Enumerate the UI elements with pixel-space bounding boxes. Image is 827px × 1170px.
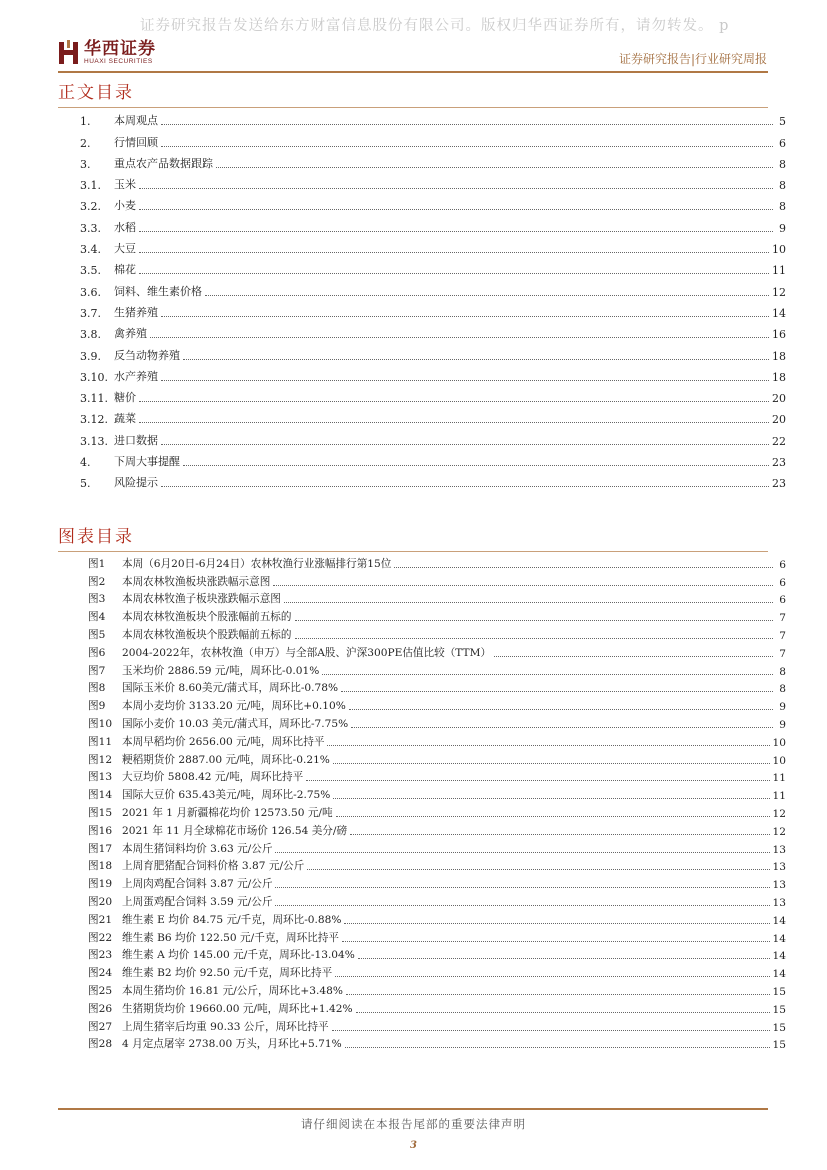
toc-entry[interactable]: [80, 405, 786, 426]
figure-entry-title: 大豆均价 5808.42 元/吨，周环比持平: [122, 771, 304, 784]
figure-entry-number: 图8: [88, 682, 106, 695]
figure-entry-title: 本周生猪饲料均价 3.63 元/公斤: [122, 842, 273, 855]
dot-leader: [273, 584, 773, 586]
toc-entry[interactable]: [80, 341, 786, 362]
figure-entry[interactable]: [88, 731, 786, 749]
dot-leader: [344, 922, 769, 924]
toc-entry-title: 水稻: [114, 220, 136, 234]
figure-entry[interactable]: [88, 606, 786, 624]
figure-entry-title: 本周小麦均价 3133.20 元/吨，周环比+0.10%: [122, 700, 346, 713]
figure-entry-title: 本周（6月20日-6月24日）农林牧渔行业涨幅排行第15位: [122, 557, 392, 570]
figure-entry[interactable]: [88, 909, 786, 927]
dot-leader: [139, 272, 769, 274]
figure-list: [88, 553, 786, 1051]
dot-leader: [150, 336, 769, 338]
figure-entry-title: 本周农林牧渔板块个股涨幅前五标的: [122, 611, 292, 624]
figure-entry-title: 国际小麦价 10.03 美元/蒲式耳，周环比-7.75%: [122, 717, 349, 730]
toc-entry[interactable]: [80, 235, 786, 256]
figure-entry[interactable]: [88, 1034, 786, 1052]
toc-entry[interactable]: [80, 426, 786, 447]
toc-entry-page: 23: [772, 456, 786, 470]
toc-entry[interactable]: [80, 150, 786, 171]
figure-entry[interactable]: [88, 642, 786, 660]
toc-entry-page: 18: [772, 370, 786, 384]
figure-entry-number: 图13: [88, 771, 113, 784]
dot-leader: [139, 400, 769, 402]
toc-entry-page: 10: [772, 243, 786, 257]
figure-entry-number: 图3: [88, 593, 106, 606]
dot-leader: [494, 655, 773, 657]
dot-leader: [336, 815, 770, 817]
dot-leader: [332, 1029, 770, 1031]
figure-entry-page: 8: [779, 683, 786, 696]
figure-entry-page: 9: [779, 718, 786, 731]
toc-heading: [58, 78, 134, 103]
figure-entry-title: 维生素 B6 均价 122.50 元/千克，周环比持平: [122, 931, 339, 944]
toc-entry-title: 糖价: [114, 391, 136, 405]
toc-entry[interactable]: [80, 171, 786, 192]
figure-entry-page: 14: [772, 932, 786, 945]
dot-leader: [139, 251, 769, 253]
figure-entry-page: 8: [779, 665, 786, 678]
figure-entry-number: 图7: [88, 664, 106, 677]
toc-entry-number: 3.4.: [80, 243, 101, 257]
figure-entry-page: 9: [779, 701, 786, 714]
figure-entry-page: 7: [779, 629, 786, 642]
figure-entry-title: 维生素 A 均价 145.00 元/千克，周环比-13.04%: [122, 949, 355, 962]
toc-entry[interactable]: [80, 448, 786, 469]
legal-notice: 请仔细阅读在本报告尾部的重要法律声明: [301, 1117, 526, 1131]
figure-entry-page: 11: [772, 772, 786, 785]
toc-entry-page: 5: [779, 115, 786, 129]
toc-entry-title: 本周观点: [114, 114, 158, 128]
figure-entry-title: 国际玉米价 8.60美元/蒲式耳，周环比-0.78%: [122, 682, 339, 695]
figure-entry[interactable]: [88, 873, 786, 891]
figure-entry-page: 14: [772, 914, 786, 927]
figure-entry[interactable]: [88, 660, 786, 678]
toc-entry-number: 2.: [80, 136, 91, 150]
figure-entry-number: 图9: [88, 700, 106, 713]
toc-entry-page: 16: [772, 328, 786, 342]
toc-entry-title: 饲料、维生素价格: [114, 284, 202, 298]
figure-entry[interactable]: [88, 784, 786, 802]
figure-entry-number: 图2: [88, 575, 106, 588]
figure-entry-number: 图25: [88, 984, 113, 997]
dot-leader: [345, 1046, 770, 1048]
dot-leader: [183, 464, 769, 466]
dot-leader: [183, 358, 769, 360]
figure-entry-page: 13: [772, 879, 786, 892]
toc-entry[interactable]: [80, 363, 786, 384]
logo-name-cn: 华西证券: [84, 39, 156, 59]
dot-leader: [358, 957, 770, 959]
toc-entry-number: 3.: [80, 157, 91, 171]
toc-entry-page: 8: [779, 157, 786, 171]
figure-entry[interactable]: [88, 713, 786, 731]
figure-entry-number: 图28: [88, 1038, 113, 1051]
dot-leader: [161, 443, 769, 445]
page-number: 3: [410, 1140, 417, 1151]
toc-entry-page: 12: [772, 285, 786, 299]
figures-heading-underline: [58, 551, 768, 552]
dot-leader: [139, 421, 769, 423]
figure-entry-title: 上周肉鸡配合饲料 3.87 元/公斤: [122, 878, 273, 891]
figure-entry-page: 10: [772, 754, 786, 767]
toc-entry-number: 3.6.: [80, 285, 101, 299]
figure-entry-title: 本周农林牧渔板块涨跌幅示意图: [122, 575, 271, 588]
toc-entry[interactable]: [80, 277, 786, 298]
dot-leader: [161, 123, 773, 125]
figure-entry-page: 14: [772, 950, 786, 963]
figure-entry-title: 国际大豆价 635.43美元/吨，周环比-2.75%: [122, 789, 331, 802]
toc-entry-title: 生猪养殖: [114, 305, 158, 319]
figure-entry-number: 图26: [88, 1002, 113, 1015]
dot-leader: [139, 208, 773, 210]
figure-entry-number: 图19: [88, 878, 113, 891]
toc-entry[interactable]: [80, 128, 786, 149]
figure-entry-title: 维生素 E 均价 84.75 元/千克，周环比-0.88%: [122, 913, 342, 926]
figure-entry-page: 11: [772, 790, 786, 803]
figure-entry-title: 维生素 B2 均价 92.50 元/千克，周环比持平: [122, 967, 333, 980]
dot-leader: [306, 779, 769, 781]
figure-entry-page: 12: [772, 807, 786, 820]
dot-leader: [351, 726, 773, 728]
figure-entry-title: 本周早稻均价 2656.00 元/吨，周环比持平: [122, 735, 325, 748]
figure-entry-title: 上周育肥猪配合饲料价格 3.87 元/公斤: [122, 860, 305, 873]
figure-entry-page: 13: [772, 896, 786, 909]
toc-entry-page: 11: [772, 264, 786, 278]
figure-entry-number: 图4: [88, 611, 106, 624]
huaxi-logo-icon: [58, 40, 80, 66]
toc-entry-title: 水产养殖: [114, 369, 158, 383]
figure-entry-page: 6: [779, 558, 786, 571]
toc-entry-page: 20: [772, 413, 786, 427]
dot-leader: [161, 485, 769, 487]
figure-entry-number: 图11: [88, 735, 113, 748]
figure-entry-title: 2004-2022年，农林牧渔（申万）与全部A股、沪深300PE估值比较（TTM）: [122, 646, 492, 659]
dot-leader: [295, 619, 774, 621]
figure-entry-number: 图16: [88, 824, 113, 837]
figure-entry[interactable]: [88, 820, 786, 838]
figure-entry-title: 4 月定点屠宰 2738.00 万头，月环比+5.71%: [122, 1038, 342, 1051]
toc-entry-title: 重点农产品数据跟踪: [114, 156, 213, 170]
figure-entry-title: 生猪期货均价 19660.00 元/吨，周环比+1.42%: [122, 1002, 353, 1015]
footer-divider: [58, 1108, 768, 1110]
toc-entry[interactable]: [80, 384, 786, 405]
figure-entry-page: 14: [772, 968, 786, 981]
toc-entry-title: 玉米: [114, 178, 136, 192]
toc-entry[interactable]: [80, 320, 786, 341]
figures-heading: [58, 522, 134, 547]
toc-entry[interactable]: [80, 469, 786, 490]
figure-entry-page: 13: [772, 843, 786, 856]
figure-entry[interactable]: [88, 553, 786, 571]
toc-entry[interactable]: [80, 107, 786, 128]
dot-leader: [349, 708, 773, 710]
figure-entry[interactable]: [88, 838, 786, 856]
toc-entry[interactable]: [80, 192, 786, 213]
figure-entry-number: 图14: [88, 789, 113, 802]
dot-leader: [275, 851, 769, 853]
dot-leader: [356, 1011, 770, 1013]
figure-entry-number: 图21: [88, 913, 113, 926]
figure-entry[interactable]: [88, 962, 786, 980]
dot-leader: [161, 315, 769, 317]
dot-leader: [275, 886, 769, 888]
toc-entry-number: 3.11.: [80, 392, 108, 406]
dot-leader: [216, 166, 773, 168]
dot-leader: [350, 833, 769, 835]
figure-entry-page: 6: [779, 576, 786, 589]
figure-entry-number: 图23: [88, 949, 113, 962]
toc-entry-number: 3.1.: [80, 179, 101, 193]
figure-entry[interactable]: [88, 980, 786, 998]
figure-entry-page: 15: [772, 1003, 786, 1016]
toc-entry-title: 蔬菜: [114, 412, 136, 426]
figure-entry[interactable]: [88, 927, 786, 945]
figure-entry[interactable]: [88, 571, 786, 589]
report-type-label: 证券研究报告|行业研究周报: [618, 52, 767, 66]
figure-entry-title: 粳稻期货价 2887.00 元/吨，周环比-0.21%: [122, 753, 330, 766]
toc-entry-number: 5.: [80, 477, 91, 491]
figure-entry[interactable]: [88, 624, 786, 642]
figure-entry-page: 7: [779, 647, 786, 660]
toc-entry-page: 23: [772, 477, 786, 491]
toc-entry-number: 3.12.: [80, 413, 108, 427]
figure-entry[interactable]: [88, 856, 786, 874]
dot-leader: [335, 975, 769, 977]
dot-leader: [295, 637, 774, 639]
dot-leader: [139, 187, 773, 189]
figures-heading-text: 图表目录: [58, 527, 134, 547]
figure-entry-page: 15: [772, 1039, 786, 1052]
figure-entry-page: 12: [772, 825, 786, 838]
figure-entry[interactable]: [88, 589, 786, 607]
figure-entry-number: 图1: [88, 557, 106, 570]
toc-entry-number: 3.8.: [80, 328, 101, 342]
dot-leader: [275, 904, 769, 906]
figure-entry-page: 10: [772, 736, 786, 749]
toc-entry-page: 22: [772, 434, 786, 448]
figure-entry-number: 图18: [88, 860, 113, 873]
figure-entry[interactable]: [88, 678, 786, 696]
dot-leader: [284, 601, 773, 603]
dot-leader: [346, 993, 770, 995]
toc-entry-page: 9: [779, 221, 786, 235]
toc-entry-number: 3.5.: [80, 264, 101, 278]
toc-entry-title: 大豆: [114, 242, 136, 256]
figure-entry-number: 图10: [88, 717, 113, 730]
figure-entry-title: 上周蛋鸡配合饲料 3.59 元/公斤: [122, 895, 273, 908]
dot-leader: [161, 379, 769, 381]
toc-entry-title: 反刍动物养殖: [114, 348, 180, 362]
figure-entry-page: 15: [772, 985, 786, 998]
header-divider: [58, 71, 768, 73]
toc-entry-title: 禽养殖: [114, 327, 147, 341]
figure-entry-title: 玉米均价 2886.59 元/吨，周环比-0.01%: [122, 664, 320, 677]
dot-leader: [342, 940, 770, 942]
toc-entry-page: 18: [772, 349, 786, 363]
toc-entry-title: 风险提示: [114, 476, 158, 490]
figure-entry[interactable]: [88, 945, 786, 963]
figure-entry-page: 6: [779, 594, 786, 607]
figure-entry-title: 上周生猪宰后均重 90.33 公斤，周环比持平: [122, 1020, 329, 1033]
toc-entry[interactable]: [80, 256, 786, 277]
logo-name-en: HUAXI SECURITIES: [84, 58, 153, 65]
toc-entry-number: 3.3.: [80, 221, 101, 235]
dot-leader: [327, 744, 769, 746]
figure-entry-title: 本周生猪均价 16.81 元/公斤，周环比+3.48%: [122, 984, 343, 997]
figure-entry-page: 13: [772, 861, 786, 874]
toc-entry-number: 3.2.: [80, 200, 101, 214]
toc-entry-page: 8: [779, 179, 786, 193]
toc-entry-number: 3.10.: [80, 370, 108, 384]
figure-entry[interactable]: [88, 998, 786, 1016]
figure-entry[interactable]: [88, 802, 786, 820]
dot-leader: [333, 762, 770, 764]
toc-entry-title: 进口数据: [114, 433, 158, 447]
figure-entry-number: 图6: [88, 646, 106, 659]
watermark: 证券研究报告发送给东方财富信息股份有限公司。版权归华西证券所有，请勿转发。 p: [140, 18, 730, 34]
toc-entry-number: 1.: [80, 115, 91, 129]
toc-heading-text: 正文目录: [58, 83, 134, 103]
toc-entry-page: 20: [772, 392, 786, 406]
toc-entry-number: 3.7.: [80, 306, 101, 320]
toc-entry[interactable]: [80, 299, 786, 320]
figure-entry[interactable]: [88, 891, 786, 909]
dot-leader: [307, 868, 769, 870]
figure-entry[interactable]: [88, 749, 786, 767]
dot-leader: [322, 673, 773, 675]
figure-entry-number: 图12: [88, 753, 113, 766]
toc-entry-number: 3.9.: [80, 349, 101, 363]
figure-entry-number: 图15: [88, 806, 113, 819]
figure-entry-number: 图27: [88, 1020, 113, 1033]
figure-entry-title: 2021 年 11 月全球棉花市场价 126.54 美分/磅: [122, 824, 348, 837]
figure-entry-number: 图22: [88, 931, 113, 944]
dot-leader: [205, 294, 769, 296]
dot-leader: [341, 690, 773, 692]
toc-entry-title: 下周大事提醒: [114, 455, 180, 469]
figure-entry-title: 本周农林牧渔子板块涨跌幅示意图: [122, 593, 281, 606]
figure-entry-number: 图24: [88, 967, 113, 980]
figure-entry[interactable]: [88, 1016, 786, 1034]
figure-entry-title: 2021 年 1 月新疆棉花均价 12573.50 元/吨: [122, 806, 333, 819]
dot-leader: [161, 145, 773, 147]
figure-entry-number: 图20: [88, 895, 113, 908]
table-of-contents: [80, 107, 786, 490]
dot-leader: [139, 230, 773, 232]
toc-entry-number: 4.: [80, 456, 91, 470]
figure-entry-page: 7: [779, 612, 786, 625]
figure-entry-number: 图5: [88, 628, 106, 641]
figure-entry-page: 15: [772, 1021, 786, 1034]
toc-entry-title: 小麦: [114, 199, 136, 213]
figure-entry[interactable]: [88, 767, 786, 785]
dot-leader: [394, 566, 773, 568]
toc-entry-page: 8: [779, 200, 786, 214]
figure-entry[interactable]: [88, 695, 786, 713]
toc-entry-title: 棉花: [114, 263, 136, 277]
company-logo: [58, 40, 156, 66]
toc-entry[interactable]: [80, 213, 786, 234]
toc-entry-number: 3.13.: [80, 434, 108, 448]
figure-entry-number: 图17: [88, 842, 113, 855]
figure-entry-title: 本周农林牧渔板块个股跌幅前五标的: [122, 628, 292, 641]
toc-entry-page: 14: [772, 306, 786, 320]
toc-entry-title: 行情回顾: [114, 135, 158, 149]
dot-leader: [333, 797, 769, 799]
toc-entry-page: 6: [779, 136, 786, 150]
